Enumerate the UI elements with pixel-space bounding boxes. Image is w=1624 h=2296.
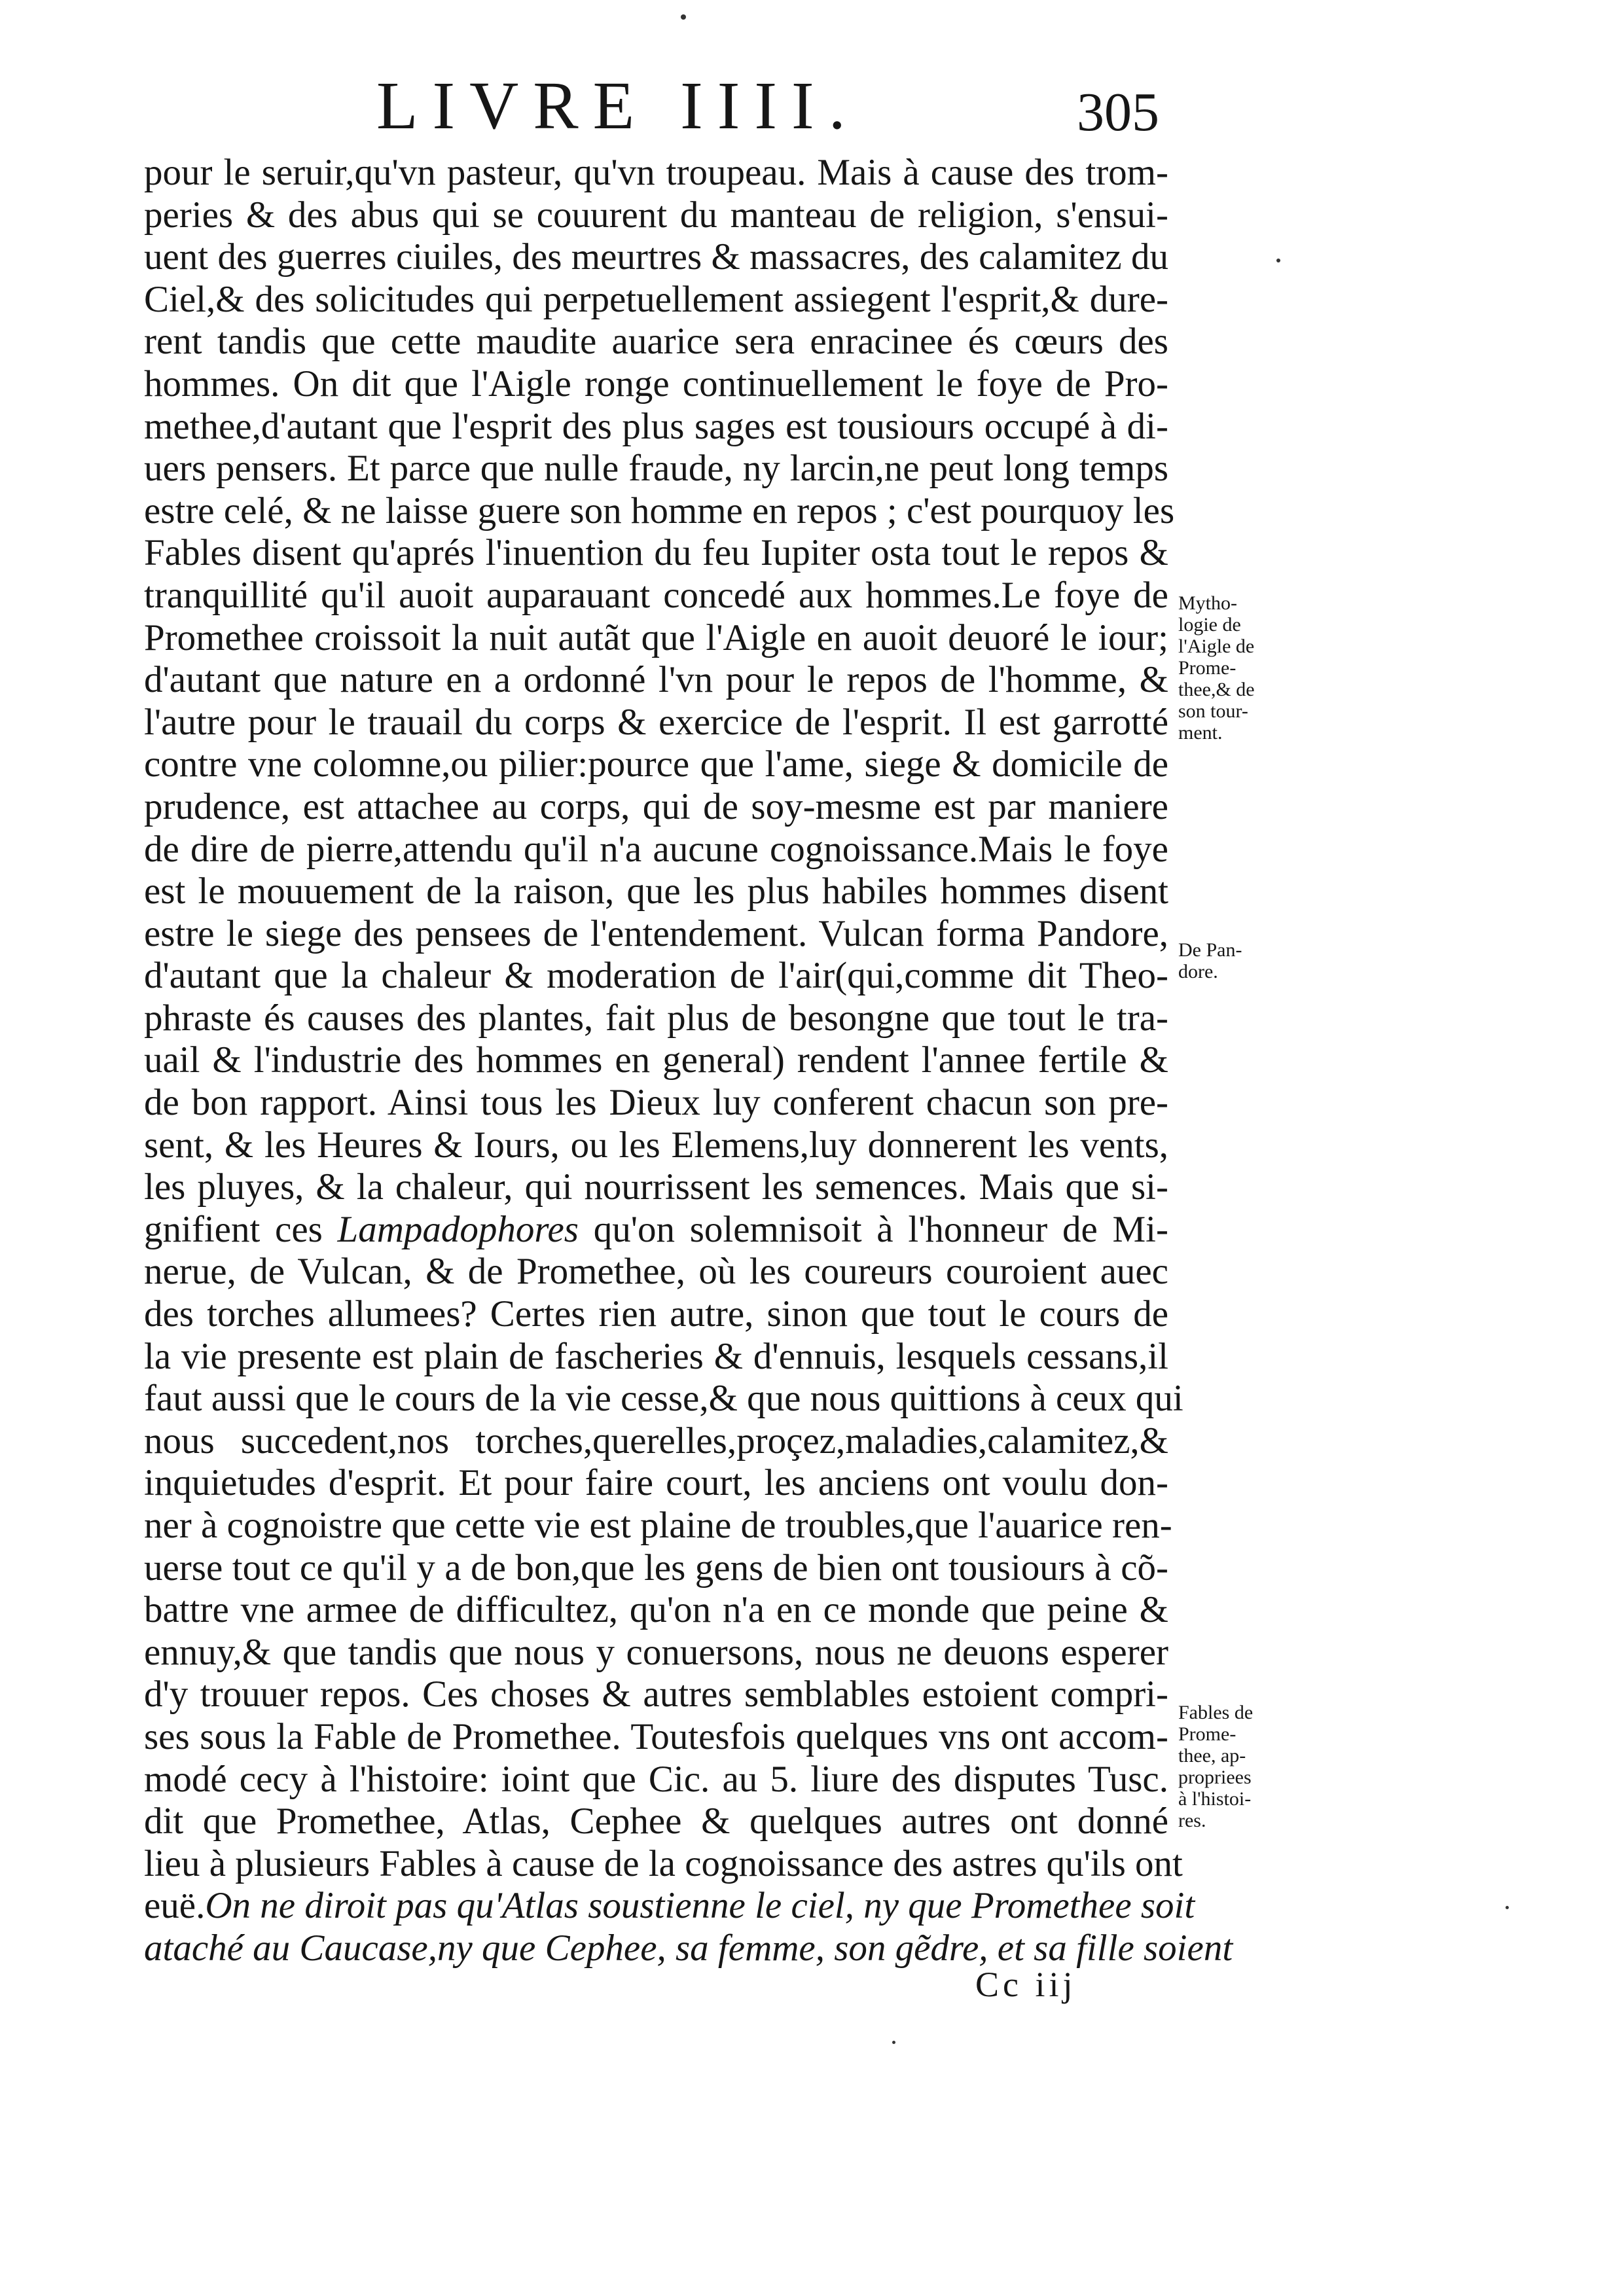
margin-note-aigle	[1178, 592, 1309, 744]
text-line: pour le seruir,qu'vn pasteur, qu'vn troupeau. Mais à cause des trom-	[144, 152, 1168, 193]
text-line: ennuy,& que tandis que nous y conuersons, nous ne deuons esperer	[144, 1631, 1168, 1673]
text-line: tranquillité qu'il auoit auparauant concedé aux hommes.Le foye de	[144, 574, 1168, 616]
margin-note-line: thee, ap-	[1178, 1745, 1246, 1767]
text-line: prudence, est attachee au corps, qui de soy-mesme est par maniere	[144, 785, 1168, 827]
text-line: uent des guerres ciuiles, des meurtres & massacres, des calamitez du	[144, 236, 1168, 278]
text-line: d'y trouuer repos. Ces choses & autres semblables estoient compri-	[144, 1674, 1168, 1715]
text-line: de bon rapport. Ainsi tous les Dieux luy conferent chacun son pre-	[144, 1082, 1168, 1124]
ink-speck	[1276, 259, 1280, 262]
page-number: 305	[1077, 82, 1159, 143]
text-line: battre vne armee de difficultez, qu'on n'a en ce monde que peine &	[144, 1589, 1168, 1631]
margin-note-line: Fables de	[1178, 1702, 1254, 1723]
text-line: contre vne colomne,ou pilier:pource que l'ame, siege & domicile de	[144, 744, 1168, 785]
italic-quotation: On ne diroit pas qu'Atlas soustienne le ciel, ny que Promethee soit	[205, 1885, 1195, 1927]
text-line: nerue, de Vulcan, & de Promethee, où les coureurs couroient auec	[144, 1251, 1168, 1293]
text-line: Fables disent qu'aprés l'inuention du feu Iupiter osta tout le repos &	[144, 532, 1168, 574]
text-line: inquietudes d'esprit. Et pour faire court, les anciens ont voulu don-	[144, 1462, 1168, 1504]
text-line: hommes. On dit que l'Aigle ronge continuellement le foye de Pro-	[144, 363, 1168, 404]
margin-note-line: Mytho-	[1178, 592, 1237, 614]
margin-note-line: ment.	[1178, 722, 1223, 744]
text-line: ses sous la Fable de Promethee. Toutesfois quelques vns ont accom-	[144, 1715, 1168, 1757]
ink-speck	[892, 2041, 895, 2044]
text-line: d'autant que la chaleur & moderation de l'air(qui,comme dit Theo-	[144, 955, 1168, 997]
running-title: LIVRE IIII.	[376, 68, 860, 143]
text-line: uerse tout ce qu'il y a de bon,que les gens de bien ont tousiours à cõ-	[144, 1547, 1168, 1588]
text-line: estre le siege des pensees de l'entendement. Vulcan forma Pandore,	[144, 912, 1168, 954]
italic-quotation-line: ataché au Caucase,ny que Cephee, sa femme, son gẽdre, et sa fille soient	[144, 1927, 1233, 1969]
text-fragment: euë.	[144, 1885, 206, 1927]
text-fragment: qu'on solemnisoit à l'honneur de Mi-	[578, 1208, 1168, 1250]
margin-note-line: res.	[1178, 1810, 1206, 1831]
italic-term: Lampadophores	[337, 1208, 579, 1250]
margin-note-line: dore.	[1178, 961, 1218, 982]
text-line: methee,d'autant que l'esprit des plus sages est tousiours occupé à di-	[144, 405, 1168, 447]
margin-note-line: logie de	[1178, 614, 1241, 636]
text-line: uail & l'industrie des hommes en general) rendent l'annee fertile &	[144, 1039, 1168, 1081]
margin-note-line: De Pan-	[1178, 939, 1242, 961]
text-fragment: gnifient ces	[144, 1208, 338, 1250]
text-line: modé cecy à l'histoire: ioint que Cic. au 5. liure des disputes Tusc.	[144, 1758, 1168, 1800]
ink-speck	[681, 14, 686, 20]
margin-note-line: à l'histoi-	[1178, 1788, 1252, 1810]
running-head	[0, 67, 1624, 145]
text-line: lieu à plusieurs Fables à cause de la cognoissance des astres qu'ils ont	[144, 1842, 1183, 1884]
margin-note-line: Prome-	[1178, 1723, 1236, 1745]
text-line: rent tandis que cette maudite auarice sera enracinee és cœurs des	[144, 321, 1168, 363]
margin-note-line: thee,& de	[1178, 679, 1255, 700]
text-line: faut aussi que le cours de la vie cesse,& que nous quittions à ceux qui	[144, 1378, 1183, 1420]
text-line-with-italic	[144, 1885, 1195, 1928]
margin-note-line: Prome-	[1178, 657, 1236, 679]
text-line: phraste és causes des plantes, fait plus de besongne que tout le tra-	[144, 997, 1168, 1039]
margin-note-line: l'Aigle de	[1178, 636, 1255, 657]
text-line: sent, & les Heures & Iours, ou les Elemens,luy donnerent les vents,	[144, 1124, 1168, 1166]
text-line: d'autant que nature en a ordonné l'vn pour le repos de l'homme, &	[144, 659, 1168, 701]
text-line: estre celé, & ne laisse guere son homme en repos ; c'est pourquoy les	[144, 490, 1175, 531]
text-line: dit que Promethee, Atlas, Cephee & quelques autres ont donné	[144, 1801, 1168, 1842]
margin-note-pandore	[1178, 939, 1309, 982]
text-line: l'autre pour le trauail du corps & exercice de l'esprit. Il est garrotté	[144, 701, 1168, 743]
text-line: la vie presente est plain de fascheries & d'ennuis, lesquels cessans,il	[144, 1335, 1168, 1377]
text-line: peries & des abus qui se couurent du manteau de religion, s'ensui-	[144, 194, 1168, 236]
margin-note-line: son tour-	[1178, 700, 1248, 722]
text-line: uers pensers. Et parce que nulle fraude, ny larcin,ne peut long temps	[144, 448, 1168, 490]
text-line: les pluyes, & la chaleur, qui nourrissent les semences. Mais que si-	[144, 1166, 1168, 1208]
text-line: des torches allumees? Certes rien autre, sinon que tout le cours de	[144, 1293, 1168, 1335]
text-line: Ciel,& des solicitudes qui perpetuellement assiegent l'esprit,& dure-	[144, 278, 1168, 320]
margin-note-fables	[1178, 1702, 1309, 1831]
signature-mark: Cc iij	[975, 1965, 1077, 2004]
text-line: Promethee croissoit la nuit autãt que l'Aigle en auoit deuoré le iour;	[144, 617, 1168, 658]
text-line-with-italic	[144, 1209, 1168, 1251]
ink-speck	[1506, 1906, 1509, 1909]
text-line: est le mouuement de la raison, que les plus habiles hommes disent	[144, 870, 1168, 912]
text-line: ner à cognoistre que cette vie est plaine de troubles,que l'auarice ren-	[144, 1505, 1172, 1546]
text-line: de dire de pierre,attendu qu'il n'a aucune cognoissance.Mais le foye	[144, 828, 1168, 870]
margin-note-line: propriees	[1178, 1767, 1252, 1788]
text-line: nous succedent,nos torches,querelles,proçez,maladies,calamitez,&	[144, 1420, 1168, 1462]
